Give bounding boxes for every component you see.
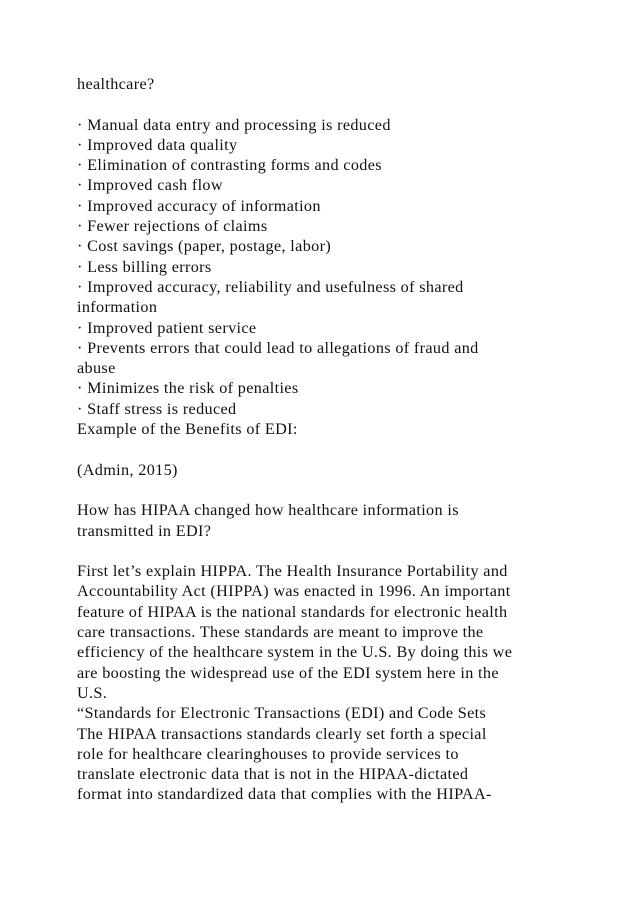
text-line: healthcare? [77,75,155,93]
paragraph-line: U.S. [77,683,108,702]
paragraph-line: efficiency of the healthcare system in the U.S. By doing this we [77,643,513,662]
quote-line: translate electronic data that is not in the HIPAA-dictated [77,765,469,784]
bullet-item: · Improved cash flow [77,176,223,195]
bullet-item: · Improved data quality [77,135,238,154]
quote-line: “Standards for Electronic Transactions (EDI) and Code Sets [77,704,487,723]
paragraph-line: First let’s explain HIPPA. The Health Insurance Portability and [77,562,508,581]
blank-line [77,94,597,114]
bullet-item: · Less billing errors [77,257,212,276]
paragraph-line: Accountability Act (HIPPA) was enacted in 1996. An important [77,582,511,601]
document-body [77,74,597,805]
bullet-item: · Fewer rejections of claims [77,217,268,236]
bullet-item: · Minimizes the risk of penalties [77,379,299,398]
paragraph-line: feature of HIPAA is the national standards for electronic health [77,602,508,621]
bullet-item: · Elimination of contrasting forms and codes [77,156,382,175]
bullet-item: · Improved patient service [77,318,257,337]
blank-line [77,541,597,561]
quote-line: format into standardized data that complies with the HIPAA- [77,785,492,804]
bullet-item: · Prevents errors that could lead to allegations of fraud and [77,338,479,357]
section-heading: Example of the Benefits of EDI: [77,420,298,439]
blank-line [77,480,597,500]
bullet-item: · Manual data entry and processing is reduced [77,115,391,134]
blank-line [77,439,597,459]
text-line: information [77,298,158,317]
question-heading: How has HIPAA changed how healthcare information is [77,501,459,520]
paragraph-line: care transactions. These standards are meant to improve the [77,623,484,642]
citation: (Admin, 2015) [77,460,178,479]
quote-line: The HIPAA transactions standards clearly set forth a special [77,724,487,743]
bullet-item: · Improved accuracy, reliability and usefulness of shared [77,277,464,296]
quote-line: role for healthcare clearinghouses to provide services to [77,744,459,763]
bullet-item: · Cost savings (paper, postage, labor) [77,237,332,256]
question-heading: transmitted in EDI? [77,521,212,540]
text-line: abuse [77,359,116,378]
paragraph-line: are boosting the widespread use of the EDI system here in the [77,663,499,682]
bullet-item: · Staff stress is reduced [77,399,237,418]
bullet-item: · Improved accuracy of information [77,196,321,215]
